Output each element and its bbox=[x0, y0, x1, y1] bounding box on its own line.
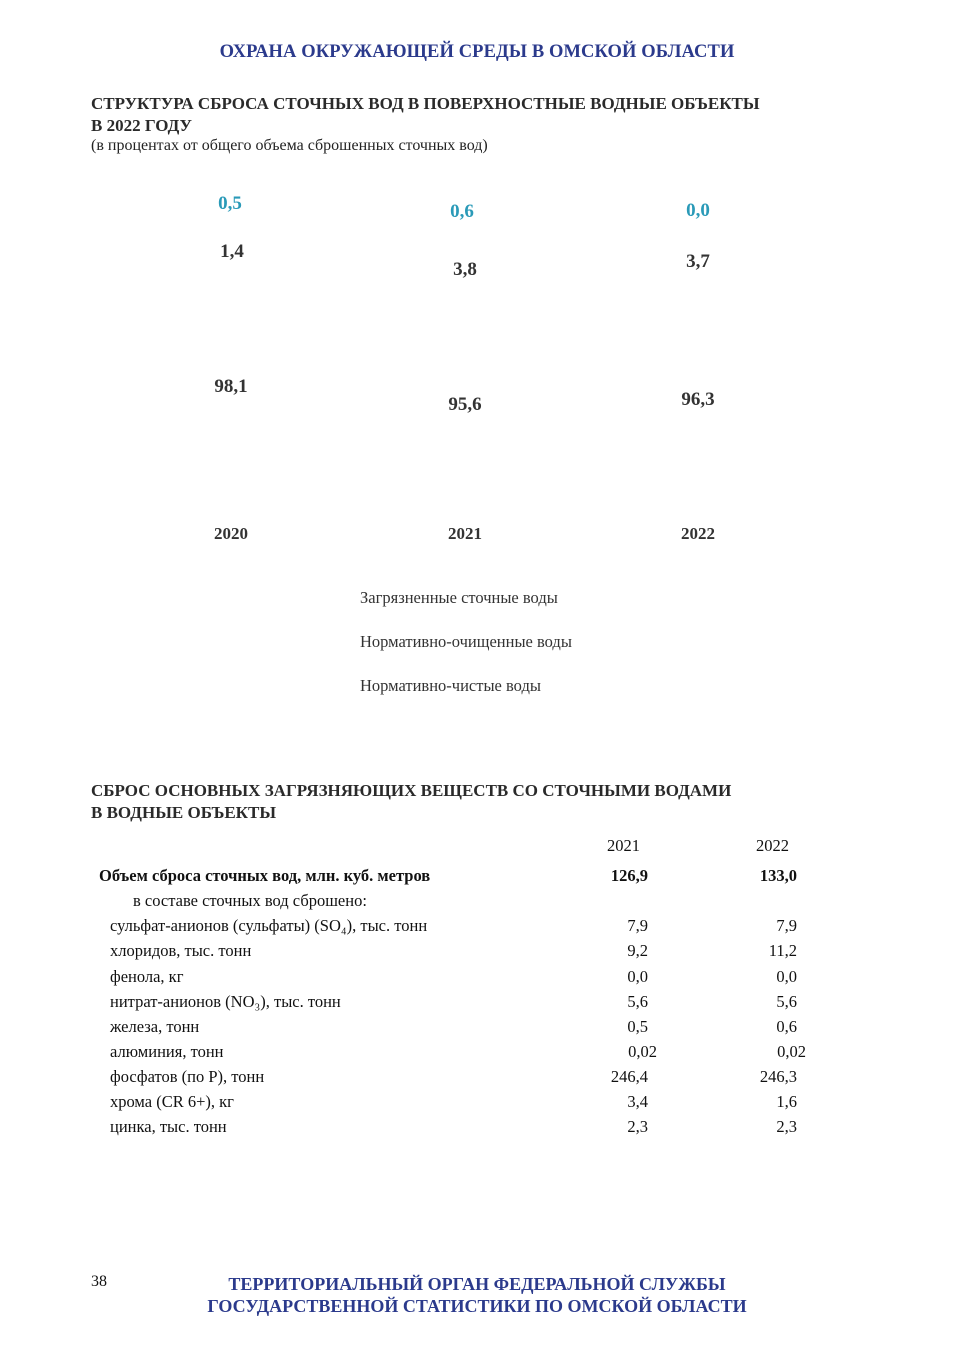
column-header-2022: 2022 bbox=[756, 836, 789, 855]
legend-item-polluted: Загрязненные сточные воды bbox=[360, 588, 558, 607]
table-row bbox=[0, 941, 954, 966]
table-row bbox=[0, 992, 954, 1017]
page-footer bbox=[0, 1273, 954, 1317]
row-value-2021: 0,0 bbox=[627, 967, 648, 986]
row-value-2022: 0,6 bbox=[776, 1017, 797, 1036]
label-2022-polluted: 96,3 bbox=[681, 389, 715, 410]
row-name: сульфат-анионов (сульфаты) (SO₄), тыс. тонн bbox=[110, 916, 428, 935]
row-name: фосфатов (по Р), тонн bbox=[110, 1067, 265, 1086]
column-header-2021: 2021 bbox=[607, 836, 640, 855]
page-header-title: ОХРАНА ОКРУЖАЮЩЕЙ СРЕДЫ В ОМСКОЙ ОБЛАСТИ bbox=[219, 42, 735, 62]
table-row bbox=[0, 1092, 954, 1117]
row-name: фенола, кг bbox=[110, 967, 184, 986]
row-value-2022: 0,0 bbox=[776, 967, 797, 986]
label-2020-treated: 1,4 bbox=[220, 241, 244, 262]
row-value-2022: 5,6 bbox=[776, 992, 797, 1011]
chart-subtitle: (в процентах от общего объема сброшенных сточных вод) bbox=[91, 137, 488, 154]
row-value-2021: 3,4 bbox=[627, 1092, 648, 1111]
row-name: Объем сброса сточных вод, млн. куб. метров bbox=[99, 866, 431, 885]
row-value-2021: 126,9 bbox=[610, 866, 648, 885]
legend-item-clean: Нормативно-чистые воды bbox=[360, 676, 541, 695]
table-row bbox=[0, 1042, 954, 1067]
year-label-2020: 2020 bbox=[214, 524, 248, 543]
table-row bbox=[0, 891, 954, 916]
label-2022-treated: 3,7 bbox=[686, 251, 710, 272]
label-2021-polluted: 95,6 bbox=[448, 394, 482, 415]
row-value-2022: 1,6 bbox=[776, 1092, 797, 1111]
row-value-2021: 246,4 bbox=[610, 1067, 648, 1086]
page-number: 38 bbox=[91, 1273, 107, 1290]
table-row bbox=[0, 916, 954, 941]
table-row bbox=[0, 866, 954, 891]
row-name: хлоридов, тыс. тонн bbox=[110, 941, 252, 960]
legend-item-treated: Нормативно-очищенные воды bbox=[360, 632, 572, 651]
row-value-2021: 0,5 bbox=[627, 1017, 648, 1036]
year-label-2021: 2021 bbox=[448, 524, 482, 543]
row-name: хрома (CR 6+), кг bbox=[110, 1092, 234, 1111]
table-row bbox=[0, 1067, 954, 1092]
table-row bbox=[0, 967, 954, 992]
label-2020-polluted: 98,1 bbox=[214, 376, 248, 397]
label-2022-clean: 0,0 bbox=[686, 200, 710, 221]
table-row bbox=[0, 1017, 954, 1042]
row-value-2021: 2,3 bbox=[627, 1117, 648, 1136]
table-title-line1: СБРОС ОСНОВНЫХ ЗАГРЯЗНЯЮЩИХ ВЕЩЕСТВ СО СТОЧНЫМИ ВОДАМИ bbox=[91, 781, 732, 800]
label-2021-clean: 0,6 bbox=[450, 201, 474, 222]
row-value-2021: 7,9 bbox=[627, 916, 648, 935]
label-2020-clean: 0,5 bbox=[218, 193, 242, 214]
chart-title-line2: В 2022 ГОДУ bbox=[91, 116, 192, 135]
row-value-2022: 2,3 bbox=[776, 1117, 797, 1136]
row-name: в составе сточных вод сброшено: bbox=[133, 891, 367, 910]
row-value-2022: 0,02 bbox=[777, 1042, 806, 1061]
year-label-2022: 2022 bbox=[681, 524, 715, 543]
row-name: железа, тонн bbox=[110, 1017, 200, 1036]
row-value-2021: 5,6 bbox=[627, 992, 648, 1011]
label-2021-treated: 3,8 bbox=[453, 259, 477, 280]
row-value-2022: 133,0 bbox=[759, 866, 797, 885]
table-title-line2: В ВОДНЫЕ ОБЪЕКТЫ bbox=[91, 803, 277, 822]
row-value-2022: 11,2 bbox=[768, 941, 797, 960]
row-name: алюминия, тонн bbox=[110, 1042, 224, 1061]
row-value-2022: 7,9 bbox=[776, 916, 797, 935]
footer-line1: ТЕРРИТОРИАЛЬНЫЙ ОРГАН ФЕДЕРАЛЬНОЙ СЛУЖБЫ bbox=[228, 1274, 726, 1294]
row-value-2021: 0,02 bbox=[628, 1042, 657, 1061]
row-name: нитрат-анионов (NO₃), тыс. тонн bbox=[110, 992, 341, 1011]
row-value-2022: 246,3 bbox=[759, 1067, 797, 1086]
chart-title-line1: СТРУКТУРА СБРОСА СТОЧНЫХ ВОД В ПОВЕРХНОСТНЫЕ ВОДНЫЕ ОБЪЕКТЫ bbox=[91, 94, 760, 113]
footer-line2: ГОСУДАРСТВЕННОЙ СТАТИСТИКИ ПО ОМСКОЙ ОБЛАСТИ bbox=[207, 1296, 747, 1316]
table-row bbox=[0, 1117, 954, 1142]
row-value-2021: 9,2 bbox=[627, 941, 648, 960]
row-name: цинка, тыс. тонн bbox=[110, 1117, 227, 1136]
